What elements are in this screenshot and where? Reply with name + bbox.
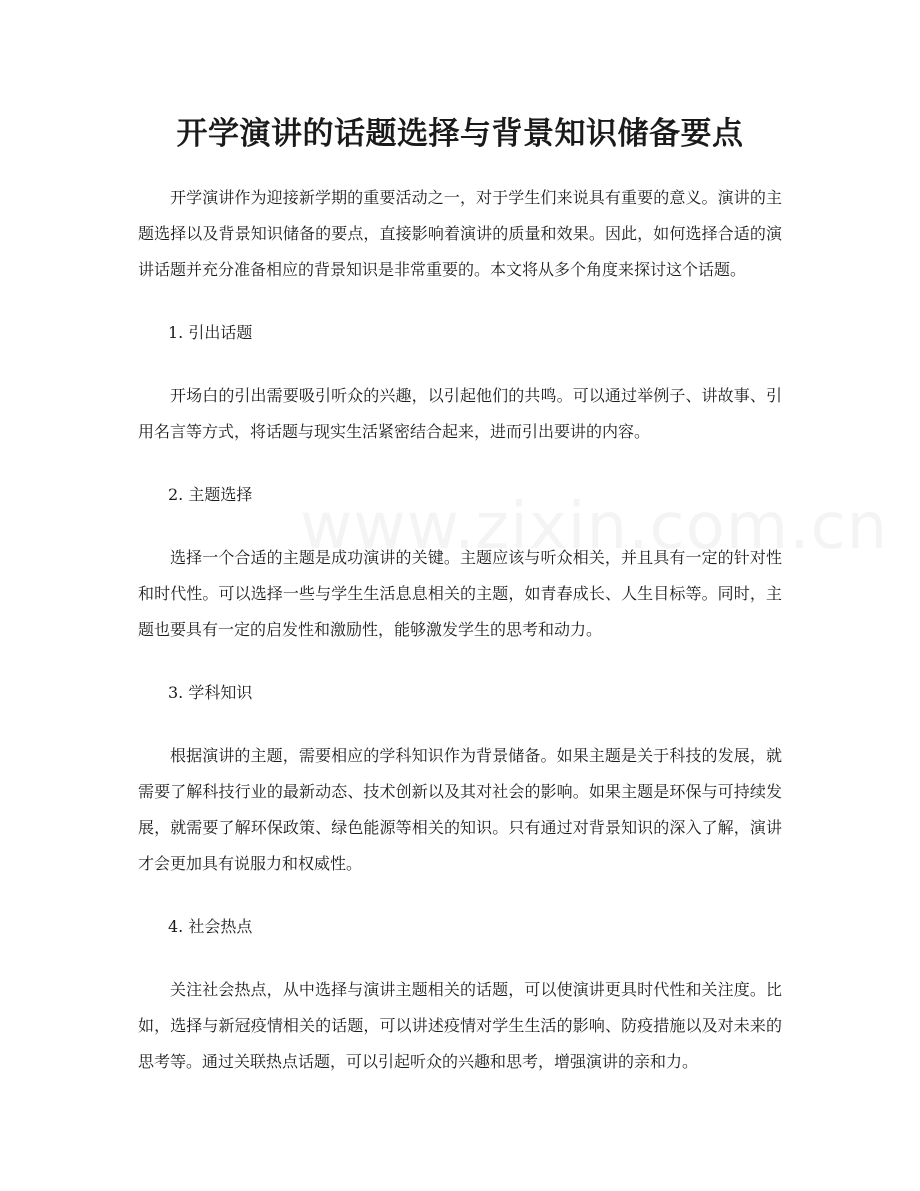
document-title: 开学演讲的话题选择与背景知识储备要点	[176, 116, 744, 152]
section-body-2: 选择一个合适的主题是成功演讲的关键。主题应该与听众相关，并且具有一定的针对性和时代性。可以选择一些与学生生活息息相关的主题，如青春成长、人生目标等。同时，主题也要具有一定的启发性和激励性，能够激发学生的思考和动力。	[138, 548, 782, 639]
document-body	[138, 180, 782, 1107]
section-body-4: 关注社会热点，从中选择与演讲主题相关的话题，可以使演讲更具时代性和关注度。比如，选择与新冠疫情相关的话题，可以讲述疫情对学生生活的影响、防疫措施以及对未来的思考等。通过关联热点话题，可以引起听众的兴趣和思考，增强演讲的亲和力。	[138, 980, 782, 1071]
section-heading-2: 2. 主题选择	[168, 485, 253, 504]
section-heading-4: 4. 社会热点	[168, 917, 253, 936]
intro-paragraph: 开学演讲作为迎接新学期的重要活动之一，对于学生们来说具有重要的意义。演讲的主题选择以及背景知识储备的要点，直接影响着演讲的质量和效果。因此，如何选择合适的演讲话题并充分准备相应的背景知识是非常重要的。本文将从多个角度来探讨这个话题。	[138, 188, 782, 279]
section-heading-3: 3. 学科知识	[168, 683, 253, 702]
section-body-1: 开场白的引出需要吸引听众的兴趣，以引起他们的共鸣。可以通过举例子、讲故事、引用名言等方式，将话题与现实生活紧密结合起来，进而引出要讲的内容。	[138, 386, 782, 441]
section-body-3: 根据演讲的主题，需要相应的学科知识作为背景储备。如果主题是关于科技的发展，就需要了解科技行业的最新动态、技术创新以及其对社会的影响。如果主题是环保与可持续发展，就需要了解环保政策、绿色能源等相关的知识。只有通过对背景知识的深入了解，演讲才会更加具有说服力和权威性。	[138, 746, 782, 873]
section-heading-1: 1. 引出话题	[168, 323, 253, 342]
